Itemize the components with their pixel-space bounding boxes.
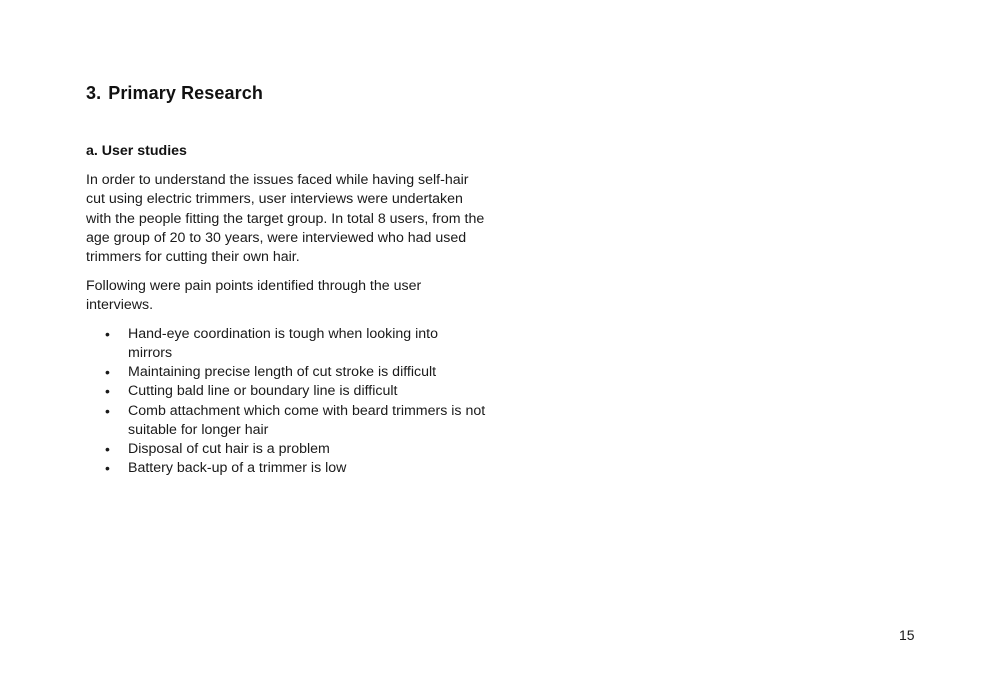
section-title: Primary Research: [108, 83, 263, 103]
page-number: 15: [899, 627, 915, 643]
bullet-icon: •: [105, 441, 110, 458]
list-item-text: Battery back-up of a trimmer is low: [128, 460, 347, 477]
list-item-text: Disposal of cut hair is a problem: [128, 441, 330, 458]
list-item-text: Cutting bald line or boundary line is difficult: [128, 383, 398, 400]
list-item: [86, 402, 486, 440]
section-number: 3.: [86, 83, 102, 103]
list-item-text: Hand-eye coordination is tough when looking into mirrors: [128, 325, 438, 362]
bullet-icon: •: [105, 402, 110, 419]
list-item-text: Comb attachment which come with beard trimmers is not suitable for longer hair: [128, 402, 486, 438]
list-item: [86, 440, 486, 459]
pain-points-list: [86, 325, 486, 479]
bullet-icon: •: [105, 364, 110, 381]
bullet-icon: •: [105, 460, 110, 477]
section-content: [86, 142, 486, 478]
section-heading: [86, 83, 263, 104]
list-item-text: Maintaining precise length of cut stroke is difficult: [128, 364, 437, 381]
list-item: [86, 459, 486, 478]
bullet-icon: •: [105, 383, 110, 400]
bullet-icon: •: [105, 325, 110, 342]
list-item: [86, 363, 486, 382]
pain-points-intro-paragraph: Following were pain points identified through the user interviews.: [86, 277, 422, 314]
intro-paragraph: In order to understand the issues faced while having self-hair cut using electric trimmers, user interviews were undertaken with the people fitting the target group. In total 8 users, from the age group of 20 to 30 years, were interviewed who had used trimmers for cutting their own hair.: [86, 172, 485, 266]
list-item: [86, 325, 486, 363]
subsection-heading: a. User studies: [86, 143, 187, 159]
list-item: [86, 382, 486, 401]
